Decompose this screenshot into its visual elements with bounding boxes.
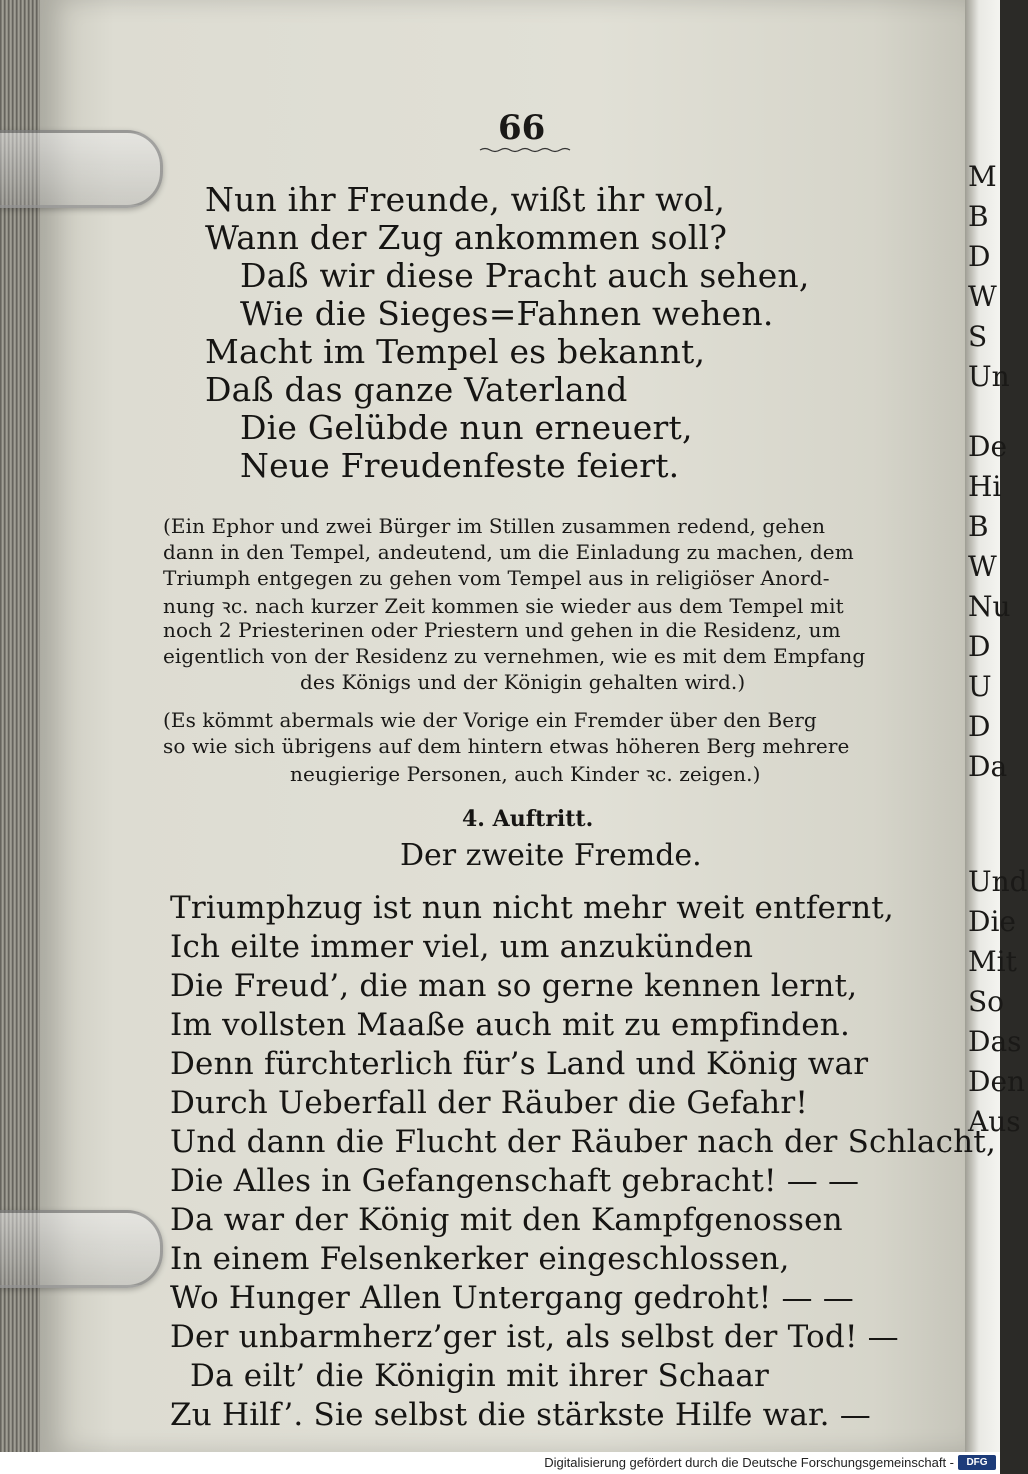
- verse-line: Im vollsten Maaße auch mit zu empfinden.: [170, 1007, 850, 1043]
- edge-fragment: S: [968, 320, 988, 353]
- verse-line: Der unbarmherz’ger ist, als selbst der Tod! —: [170, 1319, 899, 1355]
- verse-line: Wo Hunger Allen Untergang gedroht! — —: [170, 1280, 854, 1316]
- scene-heading: 4. Auftritt.: [462, 806, 594, 832]
- edge-fragment: B: [968, 510, 989, 543]
- edge-fragment: Un: [968, 360, 1010, 393]
- edge-fragment: U: [968, 670, 992, 703]
- edge-fragment: Das: [968, 1025, 1022, 1058]
- stage-line: eigentlich von der Residenz zu vernehmen, wie es mit dem Empfang: [163, 644, 866, 668]
- stage-line: so wie sich übrigens auf dem hintern etwas höheren Berg mehrere: [163, 734, 850, 758]
- edge-fragment: Die: [968, 905, 1016, 938]
- verse-line: Ich eilte immer viel, um anzukünden: [170, 929, 754, 965]
- edge-fragment: Aus: [968, 1105, 1021, 1138]
- stage-line: dann in den Tempel, andeutend, um die Einladung zu machen, dem: [163, 540, 854, 564]
- edge-fragment: Und: [968, 865, 1028, 898]
- verse-line: Durch Ueberfall der Räuber die Gefahr!: [170, 1085, 809, 1121]
- edge-fragment: Nu: [968, 590, 1011, 623]
- verse-line: Da war der König mit den Kampfgenossen: [170, 1202, 843, 1238]
- edge-fragment: Hi: [968, 470, 1002, 503]
- dfg-logo: DFG: [958, 1455, 996, 1470]
- stage-line: (Ein Ephor und zwei Bürger im Stillen zusammen redend, gehen: [163, 514, 826, 538]
- verse-line: Daß wir diese Pracht auch sehen,: [240, 256, 810, 295]
- edge-fragment: Den: [968, 1065, 1026, 1098]
- verse-line: Wann der Zug ankommen soll?: [205, 218, 728, 257]
- verse-line: Wie die Sieges=Fahnen wehen.: [240, 294, 774, 333]
- edge-fragment: W: [968, 550, 997, 583]
- edge-fragment: D: [968, 240, 991, 273]
- verse-line: Die Alles in Gefangenschaft gebracht! — —: [170, 1163, 860, 1199]
- verse-line: Triumphzug ist nun nicht mehr weit entfernt,: [170, 890, 894, 926]
- edge-fragment: D: [968, 710, 991, 743]
- edge-fragment: De: [968, 430, 1008, 463]
- verse-line: Daß das ganze Vaterland: [205, 370, 628, 409]
- stage-line: neugierige Personen, auch Kinder ꝛc. zeigen.): [290, 762, 761, 786]
- edge-fragment: M: [968, 160, 997, 193]
- verse-line: Die Freud’, die man so gerne kennen lernt,: [170, 968, 858, 1004]
- verse-line: Macht im Tempel es bekannt,: [205, 332, 706, 371]
- book-clip-top: [0, 130, 163, 208]
- edge-fragment: B: [968, 200, 989, 233]
- footer-credit: Digitalisierung gefördert durch die Deutsche Forschungsgemeinschaft -: [544, 1455, 954, 1470]
- book-clip-bottom: [0, 1210, 163, 1288]
- edge-fragment: D: [968, 630, 991, 663]
- speaker-name: Der zweite Fremde.: [400, 838, 702, 873]
- stage-line: des Königs und der Königin gehalten wird.): [300, 670, 746, 694]
- verse-line: Da eilt’ die Königin mit ihrer Schaar: [190, 1358, 770, 1394]
- verse-line: Zu Hilf’. Sie selbst die stärkste Hilfe war. —: [170, 1397, 871, 1433]
- verse-line: Denn fürchterlich für’s Land und König war: [170, 1046, 869, 1082]
- page-number: 66: [498, 108, 546, 148]
- stage-line: noch 2 Priesterinen oder Priestern und gehen in die Residenz, um: [163, 618, 841, 642]
- footer-bar: [0, 1452, 1000, 1474]
- ornament-squiggle: [480, 147, 575, 153]
- stage-line: nung ꝛc. nach kurzer Zeit kommen sie wieder aus dem Tempel mit: [163, 594, 844, 618]
- verse-line: Die Gelübde nun erneuert,: [240, 408, 693, 447]
- edge-fragment: Da: [968, 750, 1008, 783]
- edge-fragment: So: [968, 985, 1005, 1018]
- verse-line: In einem Felsenkerker eingeschlossen,: [170, 1241, 790, 1277]
- stage-line: Triumph entgegen zu gehen vom Tempel aus in religiöser Anord-: [163, 566, 830, 590]
- verse-line: Neue Freudenfeste feiert.: [240, 446, 680, 485]
- edge-fragment: Mit: [968, 945, 1017, 978]
- verse-line: Und dann die Flucht der Räuber nach der Schlacht,: [170, 1124, 997, 1160]
- verse-line: Nun ihr Freunde, wißt ihr wol,: [205, 180, 726, 219]
- stage-line: (Es kömmt abermals wie der Vorige ein Fremder über den Berg: [163, 708, 817, 732]
- edge-fragment: W: [968, 280, 997, 313]
